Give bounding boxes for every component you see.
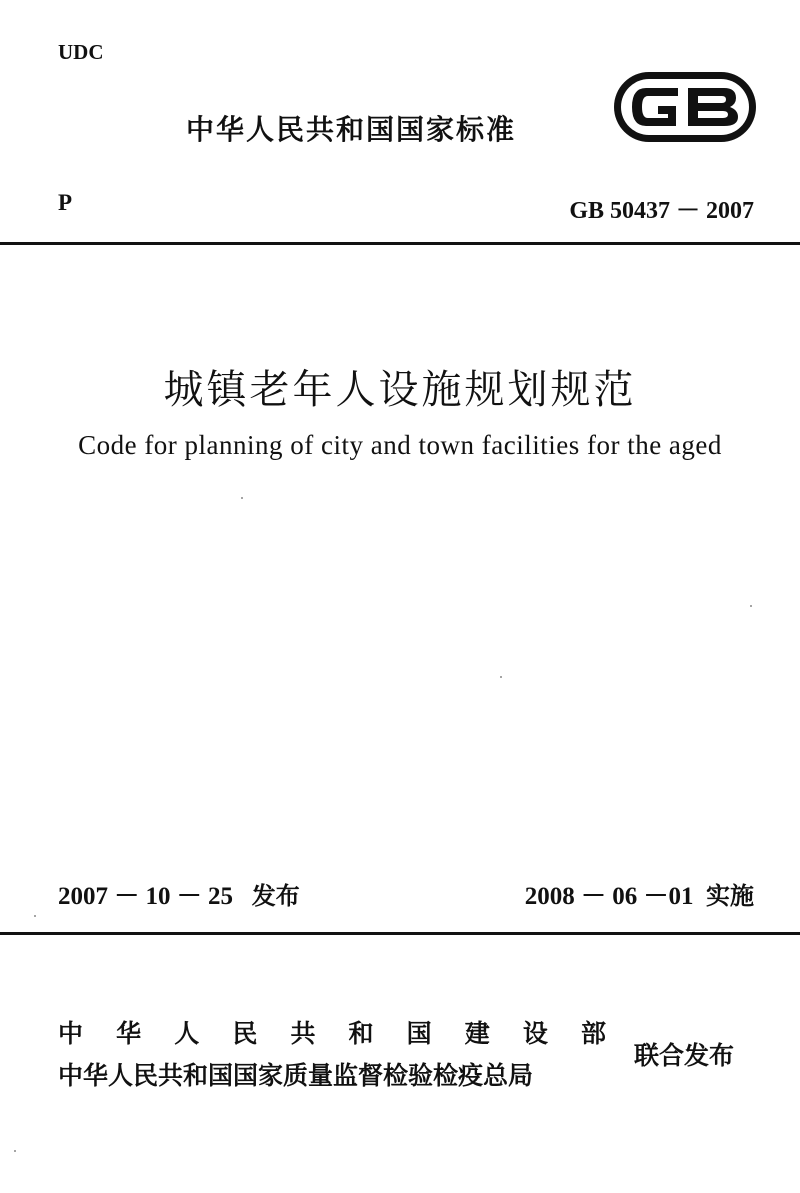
scan-speck [14,1150,16,1152]
standard-number: GB 50437 － 2007 [569,198,754,224]
publisher-ministry-of-construction: 中华人民共和国建设部 [58,1019,606,1048]
issue-label: 发布 [251,882,300,910]
title-english: Code for planning of city and town facilities for the aged [78,430,722,460]
publisher-aqsiq: 中华人民共和国国家质量监督检验检疫总局 [58,1061,534,1090]
scan-speck [500,676,502,678]
header-divider [0,242,800,245]
implement-label: 实施 [706,882,754,910]
title-chinese: 城镇老年人设施规划规范 [163,367,637,413]
footer-divider [0,932,800,935]
scan-speck [750,605,752,607]
category-code: P [58,190,73,215]
scan-speck [34,915,36,917]
national-standard-heading: 中华人民共和国国家标准 [186,113,517,146]
implement-date-line [525,876,754,912]
gb-logo-icon [612,70,758,144]
udc-label: UDC [58,40,104,64]
joint-release-label: 联合发布 [634,1041,735,1070]
implement-date: 2008 － 06 －01 [524,883,694,910]
issue-date: 2007 － 10 － 25 [58,883,234,910]
gb-logo [612,70,758,144]
issue-date-line [58,876,300,912]
scan-speck [241,497,243,499]
